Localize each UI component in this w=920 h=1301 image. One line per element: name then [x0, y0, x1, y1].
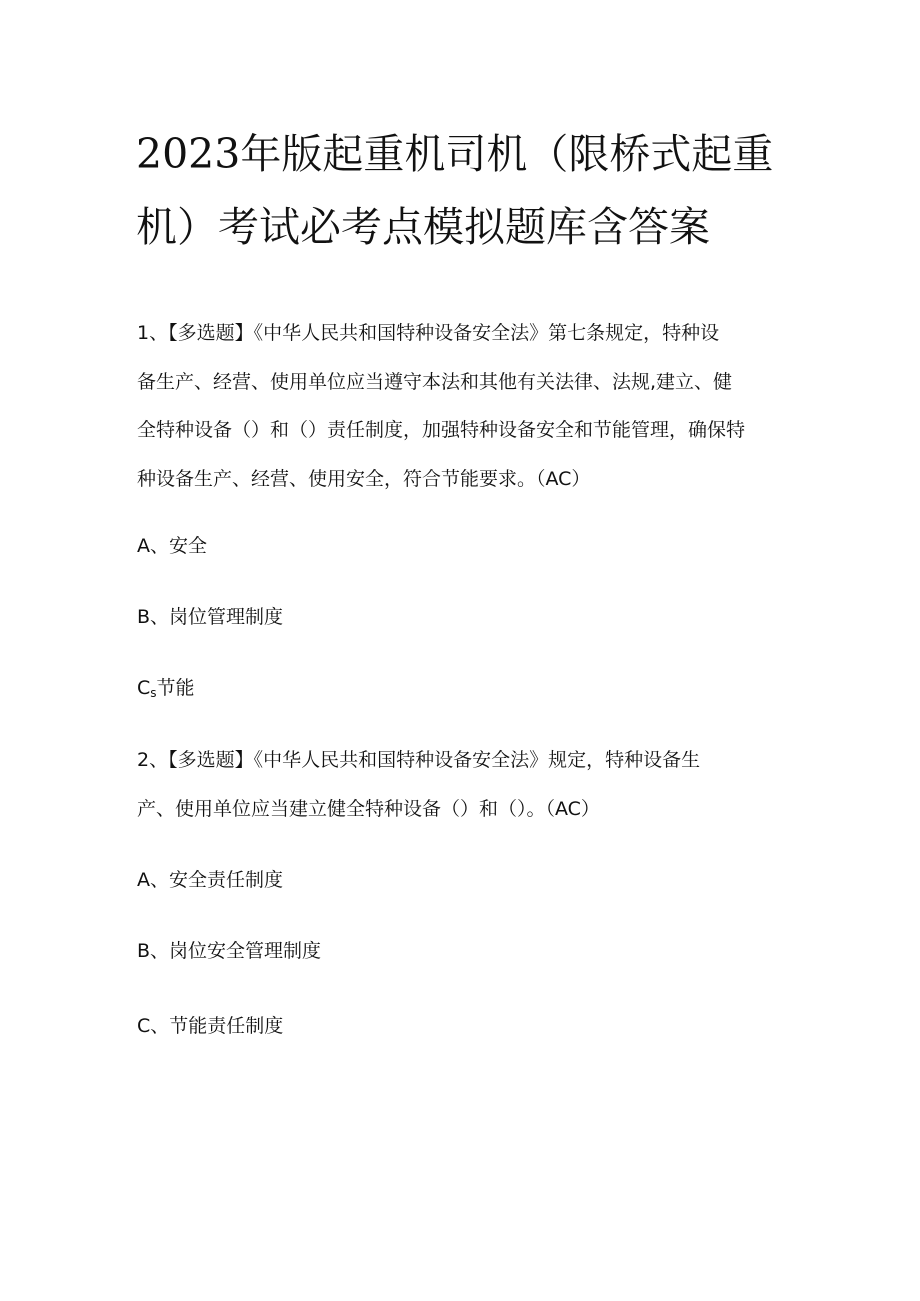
- question-line: 2、【多选题】《中华人民共和国特种设备安全法》规定，特种设备生: [137, 749, 701, 771]
- question-1-option-b: B、岗位管理制度: [137, 606, 284, 628]
- question-2-option-a: A、安全责任制度: [137, 869, 283, 891]
- question-2-option-b: B、岗位安全管理制度: [137, 940, 322, 962]
- question-line: 全特种设备（）和（）责任制度，加强特种设备安全和节能管理，确保特: [137, 419, 746, 441]
- question-2-option-c: C、节能责任制度: [137, 1015, 284, 1037]
- option-subscript: s: [150, 686, 157, 700]
- title-line: 2023年版起重机司机（限桥式起重: [136, 130, 774, 178]
- question-line: 种设备生产、经营、使用安全，符合节能要求。（AC）: [137, 467, 591, 490]
- option-letter: C: [137, 677, 151, 699]
- question-2-stem: [137, 736, 787, 833]
- question-1-stem: [137, 309, 787, 503]
- question-1-option-c: [137, 674, 195, 707]
- option-text: 节能: [156, 677, 195, 699]
- question-line: 产、使用单位应当建立健全特种设备（）和（）。（AC）: [137, 797, 600, 820]
- document-title: [136, 118, 796, 264]
- question-line: 备生产、经营、使用单位应当遵守本法和其他有关法律、法规,建立、健: [137, 370, 733, 393]
- question-line: 1、【多选题】《中华人民共和国特种设备安全法》第七条规定，特种设: [137, 322, 720, 344]
- title-line: 机）考试必考点模拟题库含答案: [136, 203, 710, 251]
- question-1-option-a: A、安全: [137, 535, 207, 557]
